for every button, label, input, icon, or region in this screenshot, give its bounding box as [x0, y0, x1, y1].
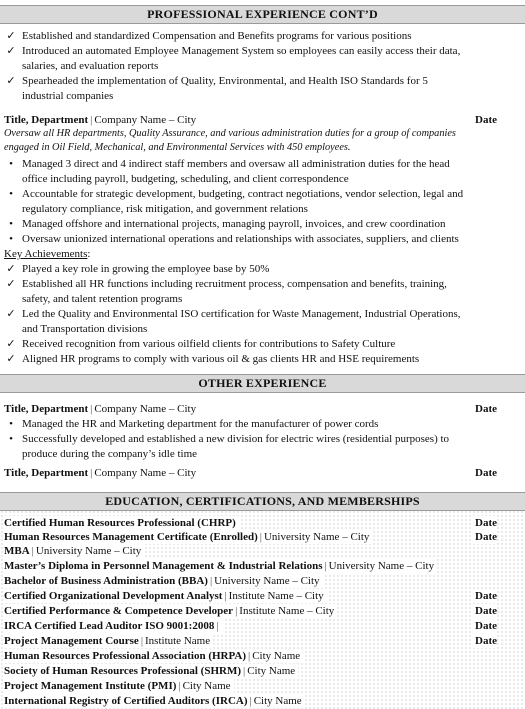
separator: |: [324, 560, 327, 572]
education-entry: [4, 604, 337, 618]
separator: |: [235, 605, 238, 617]
section-header-other-experience: OTHER EXPERIENCE: [0, 374, 525, 393]
bullet-icon: •: [9, 418, 13, 430]
achievement-line: Spearheaded the implementation of Quality, Environmental, and Health ISO Standards for 5: [22, 75, 428, 87]
achievement-line: salaries, and evaluation reports: [22, 60, 159, 72]
separator: |: [140, 635, 144, 647]
education-entry: [4, 634, 213, 648]
job-title: Title, Department: [4, 403, 89, 415]
credential-name: Project Management Course: [4, 635, 139, 647]
duty-line: Successfully developed and established a new division for electric wires (residential purposes) to: [22, 433, 450, 445]
duty-line: Oversaw unionized international operations and relationships with associates, suppliers, and clients: [22, 233, 459, 245]
credential-name: Bachelor of Business Administration (BBA): [4, 575, 208, 587]
duty-line: Managed 3 direct and 4 indirect staff members and oversaw all administration duties for the head: [22, 158, 450, 170]
job-date: Date: [475, 467, 497, 479]
check-icon: ✓: [6, 30, 16, 42]
separator: |: [31, 545, 34, 557]
membership-name: Project Management Institute (PMI): [4, 680, 177, 692]
job-title: Title, Department: [4, 114, 89, 126]
check-icon: ✓: [6, 45, 16, 57]
credential-date: Date: [472, 516, 497, 530]
separator: |: [90, 403, 93, 415]
credential-name: MBA: [4, 545, 30, 557]
achievement-line: and Transportation divisions: [22, 323, 148, 335]
membership-name: Society of Human Resources Professional (SHRM): [4, 665, 241, 677]
credential-date: Date: [472, 619, 497, 633]
credential-date: Date: [472, 604, 497, 618]
check-icon: ✓: [6, 263, 16, 275]
check-icon: ✓: [6, 278, 16, 290]
credential-date: Date: [472, 589, 497, 603]
education-entry: [4, 619, 224, 633]
achievement-line: Established and standardized Compensation and Benefits programs for various positions: [22, 30, 412, 42]
separator: |: [216, 620, 219, 632]
job-title: Title, Department: [4, 467, 89, 479]
achievement-line: safety, and talent retention programs: [22, 293, 183, 305]
credential-date: Date: [472, 634, 497, 648]
job-title-line: [4, 466, 517, 480]
check-icon: ✓: [6, 338, 16, 350]
company-name: Company Name – City: [94, 114, 197, 126]
check-icon: ✓: [6, 308, 16, 320]
job-date: Date: [475, 114, 497, 126]
membership-entry: [4, 664, 298, 678]
achievement-line: industrial companies: [22, 90, 114, 102]
institution-name: University Name – City: [35, 545, 142, 557]
institution-name: University Name – City: [214, 575, 320, 587]
duty-line: regulatory compliance, risk mitigation, and government relations: [22, 203, 308, 215]
job-summary: Oversaw all HR departments, Quality Assurance, and various administration duties for a group of companies: [4, 128, 456, 139]
key-achievements-colon: :: [87, 248, 91, 260]
education-entry: [4, 544, 144, 558]
institution-name: Institute Name: [145, 635, 211, 647]
bullet-icon: •: [9, 158, 13, 170]
education-entry: [4, 516, 239, 530]
education-entry: [4, 559, 437, 573]
membership-city: City Name: [252, 650, 301, 662]
duty-line: Managed the HR and Marketing department for the manufacturer of power cords: [22, 418, 379, 430]
institution-name: University Name – City: [328, 560, 435, 572]
section-header-experience-contd: PROFESSIONAL EXPERIENCE CONT’D: [0, 5, 525, 24]
separator: |: [224, 590, 227, 602]
key-achievements-text: Key Achievements: [4, 248, 88, 260]
credential-name: IRCA Certified Lead Auditor ISO 9001:2008: [4, 620, 215, 632]
duty-line: Accountable for strategic development, budgeting, contract negotiations, vendor selection, legal and: [22, 188, 464, 200]
separator: |: [248, 650, 251, 662]
institution-name: Institute Name – City: [239, 605, 335, 617]
membership-entry: [4, 694, 305, 708]
separator: |: [259, 531, 262, 543]
membership-city: City Name: [182, 680, 231, 692]
education-entry: [4, 589, 327, 603]
separator: |: [249, 695, 252, 707]
company-name: Company Name – City: [94, 467, 197, 479]
membership-entry: [4, 679, 234, 693]
achievement-line: Aligned HR programs to comply with various oil & gas clients HR and HSE requirements: [22, 353, 420, 365]
membership-name: Human Resources Professional Association (HRPA): [4, 650, 246, 662]
education-list: [0, 510, 525, 709]
check-icon: ✓: [6, 75, 16, 87]
achievement-line: Established all HR functions including recruitment process, compensation and benefits, training,: [22, 278, 447, 290]
credential-name: Certified Human Resources Professional (CHRP): [4, 517, 236, 529]
achievement-line: Led the Quality and Environmental ISO certification for Waste Management, Industrial Operations,: [22, 308, 461, 320]
duty-line: produce during the company’s idle time: [22, 448, 198, 460]
separator: |: [209, 575, 213, 587]
education-entry: [4, 530, 372, 544]
job-date: Date: [475, 403, 497, 415]
achievement-line: Introduced an automated Employee Management System so employees can easily access their data,: [22, 45, 461, 57]
section-header-education: EDUCATION, CERTIFICATIONS, AND MEMBERSHIPS: [0, 492, 525, 511]
bullet-icon: •: [9, 233, 13, 245]
credential-name: Master’s Diploma in Personnel Management & Industrial Relations: [4, 560, 323, 572]
credential-date: Date: [472, 530, 497, 544]
bullet-icon: •: [9, 188, 13, 200]
key-achievements-label: [4, 247, 517, 261]
company-name: Company Name – City: [94, 403, 197, 415]
duty-line: office including payroll, budgeting, scheduling, and client correspondence: [22, 173, 349, 185]
membership-city: City Name: [247, 665, 296, 677]
job-title-line: [4, 113, 517, 127]
check-icon: ✓: [6, 353, 16, 365]
membership-name: International Registry of Certified Auditors (IRCA): [4, 695, 248, 707]
separator: |: [90, 467, 93, 479]
membership-entry: [4, 649, 303, 663]
duty-line: Managed offshore and international projects, managing payroll, invoices, and crew coordination: [22, 218, 446, 230]
job-title-line: [4, 402, 517, 416]
separator: |: [178, 680, 181, 692]
achievement-line: Played a key role in growing the employee base by 50%: [22, 263, 270, 275]
credential-name: Human Resources Management Certificate (Enrolled): [4, 531, 258, 543]
bullet-icon: •: [9, 218, 13, 230]
job-summary: engaged in Oil Field, Mechanical, and Environmental Services with 450 employees.: [4, 142, 351, 153]
institution-name: Institute Name – City: [228, 590, 324, 602]
credential-name: Certified Organizational Development Analyst: [4, 590, 223, 602]
institution-name: University Name – City: [263, 531, 370, 543]
separator: |: [243, 665, 246, 677]
separator: |: [90, 114, 93, 126]
membership-city: City Name: [253, 695, 302, 707]
achievement-line: Received recognition from various oilfield clients for contributions to Safety Culture: [22, 338, 396, 350]
bullet-icon: •: [9, 433, 13, 445]
credential-name: Certified Performance & Competence Developer: [4, 605, 234, 617]
education-entry: [4, 574, 323, 588]
